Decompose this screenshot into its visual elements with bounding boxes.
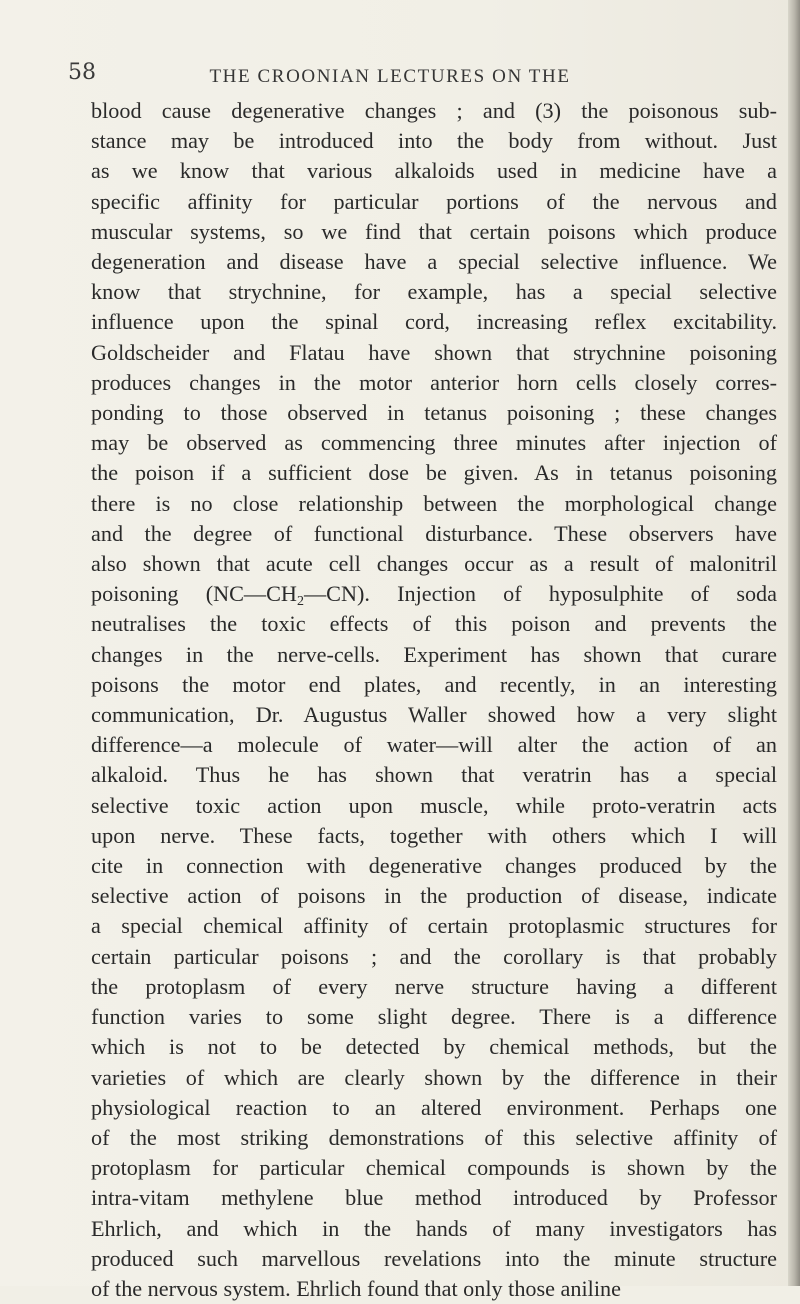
- text-line: of the nervous system. Ehrlich found that only those aniline: [91, 1275, 621, 1301]
- text-line: of the most striking demonstrations of this selective affinity of: [91, 1124, 777, 1150]
- body-text: [91, 96, 777, 1304]
- text-line: poisons the motor end plates, and recently, in an interesting: [91, 671, 777, 697]
- text-line: the poison if a sufficient dose be given. As in tetanus poisoning: [91, 460, 777, 486]
- text-line: influence upon the spinal cord, increasing reflex excitability.: [91, 309, 777, 335]
- text-line: stance may be introduced into the body from without. Just: [91, 128, 777, 154]
- text-line: ponding to those observed in tetanus poisoning ; these changes: [91, 400, 777, 426]
- page-number: 58: [68, 60, 96, 85]
- text-line: blood cause degenerative changes ; and (3) the poisonous sub-: [91, 98, 777, 123]
- text-line: upon nerve. These facts, together with others which I will: [91, 822, 777, 848]
- text-line: intra-vitam methylene blue method introduced by Professor: [91, 1185, 777, 1211]
- text-line: varieties of which are clearly shown by the difference in their: [91, 1064, 777, 1090]
- formula-pre: poisoning (NC—CH: [91, 581, 297, 607]
- text-line: produces changes in the motor anterior horn cells closely corres-: [91, 369, 777, 395]
- running-head: THE CROONIAN LECTURES ON THE: [209, 66, 571, 87]
- text-line: the protoplasm of every nerve structure having a different: [91, 973, 777, 999]
- text-line: as we know that various alkaloids used in medicine have a: [91, 158, 777, 184]
- text-line: difference—a molecule of water—will alter the action of an: [91, 732, 777, 758]
- formula-subscript: 2: [296, 594, 304, 610]
- text-line: cite in connection with degenerative changes produced by the: [91, 853, 777, 879]
- text-line: know that strychnine, for example, has a special selective: [91, 279, 777, 305]
- text-line: which is not to be detected by chemical methods, but the: [91, 1034, 777, 1060]
- text-line: degeneration and disease have a special selective influence. We: [91, 249, 777, 275]
- text-line: a special chemical affinity of certain protoplasmic structures for: [91, 913, 777, 939]
- text-line: function varies to some slight degree. There is a difference: [91, 1004, 777, 1030]
- text-line: communication, Dr. Augustus Waller showed how a very slight: [91, 702, 777, 728]
- text-line: changes in the nerve-cells. Experiment has shown that curare: [91, 641, 777, 667]
- page-edge: [788, 0, 800, 1286]
- formula-post: —CN). Injection of hyposulphite of soda: [303, 581, 777, 607]
- text-line: physiological reaction to an altered environment. Perhaps one: [91, 1094, 777, 1120]
- text-line: protoplasm for particular chemical compounds is shown by the: [91, 1155, 777, 1181]
- text-line: specific affinity for particular portions of the nervous and: [91, 188, 777, 214]
- text-line: selective toxic action upon muscle, while proto-veratrin acts: [91, 792, 777, 818]
- text-line: certain particular poisons ; and the corollary is that probably: [91, 943, 777, 969]
- text-line: selective action of poisons in the production of disease, indicate: [91, 883, 777, 909]
- text-line: may be observed as commencing three minutes after injection of: [91, 430, 777, 456]
- text-line: neutralises the toxic effects of this poison and prevents the: [91, 611, 777, 637]
- text-line-formula: [91, 579, 777, 609]
- text-line: Ehrlich, and which in the hands of many investigators has: [91, 1215, 777, 1241]
- text-line: muscular systems, so we find that certain poisons which produce: [91, 218, 777, 244]
- text-line: also shown that acute cell changes occur as a result of malonitril: [91, 551, 777, 577]
- text-line: there is no close relationship between the morphological change: [91, 490, 777, 516]
- text-line: produced such marvellous revelations into the minute structure: [91, 1245, 777, 1271]
- text-line: Goldscheider and Flatau have shown that strychnine poisoning: [91, 339, 777, 365]
- text-line: and the degree of functional disturbance. These observers have: [91, 520, 777, 546]
- text-line: alkaloid. Thus he has shown that veratrin has a special: [91, 762, 777, 788]
